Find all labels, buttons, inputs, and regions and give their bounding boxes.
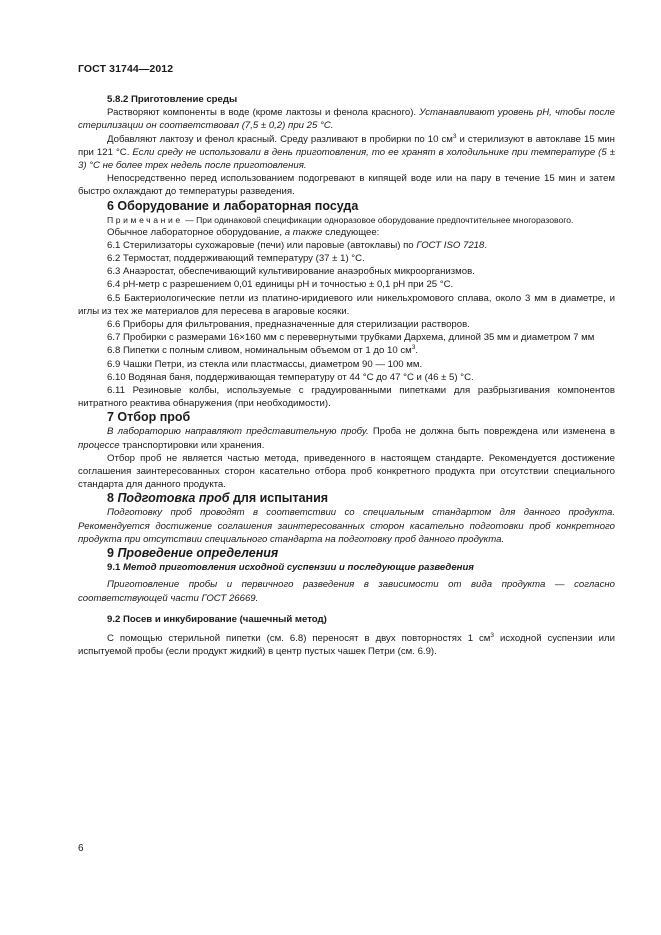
list-item-6-6: 6.6 Приборы для фильтрования, предназначенные для стерилизации растворов. [107, 319, 470, 331]
italic-text: процессе [78, 439, 120, 451]
superscript: 3 [490, 631, 495, 639]
paragraph: Отбор проб не является частью метода, приведенного в настоящем стандарте. Рекомендуется достижение соглашения заинтересованных сторон касательно отбора проб конкретного продукта при отсутствии специального стандарта для данного продукта. [78, 452, 615, 491]
page-number: 6 [78, 843, 84, 854]
text: Обычное лабораторное оборудование, [107, 226, 285, 238]
list-item-6-7: 6.7 Пробирки с размерами 16×160 мм с перевернутыми трубками Дархема, длиной 35 мм и диаметром 7 мм [107, 332, 595, 344]
italic-text: Подготовка проб [117, 491, 230, 506]
list-item-6-9: 6.9 Чашки Петри, из стекла или пластмассы, диаметром 90 — 100 мм. [107, 358, 423, 370]
note-label: Примечание [107, 214, 183, 225]
italic-text: В лабораторию направляют представительную пробу. [107, 426, 369, 438]
note [78, 214, 615, 226]
italic-text: Устанавливают уровень рН, чтобы после стерилизации он соответствовал (7,5 ± 0,2) при 25 °С. [78, 107, 616, 132]
superscript: 3 [411, 344, 416, 352]
subsection-title-9-2: 9.2 Посев и инкубирование (чашечный метод) [107, 613, 327, 625]
paragraph [78, 632, 615, 658]
text: для испытания [229, 491, 329, 506]
list-item-6-4: 6.4 рН-метр с разрешением 0,01 единицы рН и точностью ± 0,1 рН при 25 °С. [107, 279, 454, 291]
list-item-6-10: 6.10 Водяная баня, поддерживающая температуру от 44 °С до 47 °С и (46 ± 5) °С. [107, 371, 474, 383]
text: С помощью стерильной пипетки (см. 6.8) переносят в двух повторностях 1 см [107, 632, 491, 644]
italic-text: ГОСТ ISO 7218 [416, 239, 485, 251]
list-item-6-1 [78, 239, 615, 252]
paragraph [78, 226, 615, 239]
text: 8 [107, 491, 118, 506]
list-item-6-11: 6.11 Резиновые колбы, используемые с градуированными пипетками для разбрызгивания компонентов нитратного реактива обнаружения (при необходимости). [78, 385, 615, 410]
subsection-title-5-8-2: 5.8.2 Приготовление среды [107, 94, 238, 105]
paragraph [78, 425, 615, 451]
text: и стерилизуют в автоклаве 15 мин при 121 °С. [78, 133, 615, 158]
italic-text: Приготовление пробы и первичного разведения в зависимости от вида продукта — согласно соответствующей части ГОСТ 26669. [78, 579, 615, 604]
page-content [78, 93, 615, 658]
running-header: ГОСТ 31744—2012 [78, 63, 174, 75]
text: 6.8 Пипетки с полным сливом, номинальным объемом от 1 до 10 см [107, 345, 412, 357]
section-title-8 [78, 491, 615, 506]
text: Добавляют лактозу и фенол красный. Среду разливают в пробирки по 10 см [107, 133, 453, 145]
italic-text: Подготовку проб проводят в соответствии со специальным стандартом для данного продукта. Рекомендуется достижение соглашения заинтересованных сторон касательно подготовки проб конкретного продукта при отсутствии специального стандарта на подготовку проб данного продукта. [78, 507, 615, 545]
text: 9 [107, 546, 118, 561]
italic-text: а также [284, 226, 323, 238]
text: Проба не должна быть повреждена или изменена в [368, 426, 615, 438]
text: . [415, 345, 419, 357]
list-item-6-5: 6.5 Бактериологические петли из платино-иридиевого или никельхромового сплава, около 3 мм в диаметре, и иглы из тех же материалов для пересева в агаровые косяки. [78, 292, 615, 317]
text: следующее: [322, 226, 380, 238]
paragraph [78, 106, 615, 132]
section-title-7: 7 Отбор проб [107, 410, 191, 425]
italic-text: Проведение определения [117, 546, 279, 561]
text: 9.1 [107, 562, 124, 574]
text: 6.1 Стерилизаторы сухожаровые (печи) или паровые (автоклавы) по [107, 239, 417, 251]
paragraph: Непосредственно перед использованием подогревают в кипящей воде или на пару в течение 15 мин и затем быстро охлаждают до температуры разведения. [78, 173, 615, 198]
paragraph [78, 133, 615, 173]
italic-text: Метод приготовления исходной суспензии и последующие разведения [123, 562, 474, 574]
superscript: 3 [452, 132, 457, 140]
text: . [484, 239, 488, 251]
text: Растворяют компоненты в воде (кроме лактозы и фенола красного). [107, 107, 420, 119]
text: транспортировки или хранения. [119, 439, 265, 451]
note-text: — При одинаковой спецификации одноразовое оборудование предпочтительнее многоразового. [182, 214, 574, 225]
list-item-6-8 [78, 344, 615, 357]
list-item-6-2: 6.2 Термостат, поддерживающий температуру (37 ± 1) °С. [107, 253, 365, 265]
text: исходной суспензии или испытуемой пробы (если продукт жидкий) в центр пустых чашек Петри (см. 6.9). [78, 632, 615, 658]
paragraph [78, 506, 615, 546]
section-title-6: 6 Оборудование и лабораторная посуда [107, 198, 359, 213]
list-item-6-3: 6.3 Анаэростат, обеспечивающий культивирование анаэробных микроорганизмов. [107, 266, 475, 278]
paragraph [78, 578, 615, 604]
section-title-9 [78, 546, 615, 561]
subsection-title-9-1 [78, 561, 615, 574]
italic-text: Если среду не использовали в день приготовления, то ее хранят в холодильнике при температуре (5 ± 3) °С не более трех недель после приготовления. [78, 146, 615, 172]
